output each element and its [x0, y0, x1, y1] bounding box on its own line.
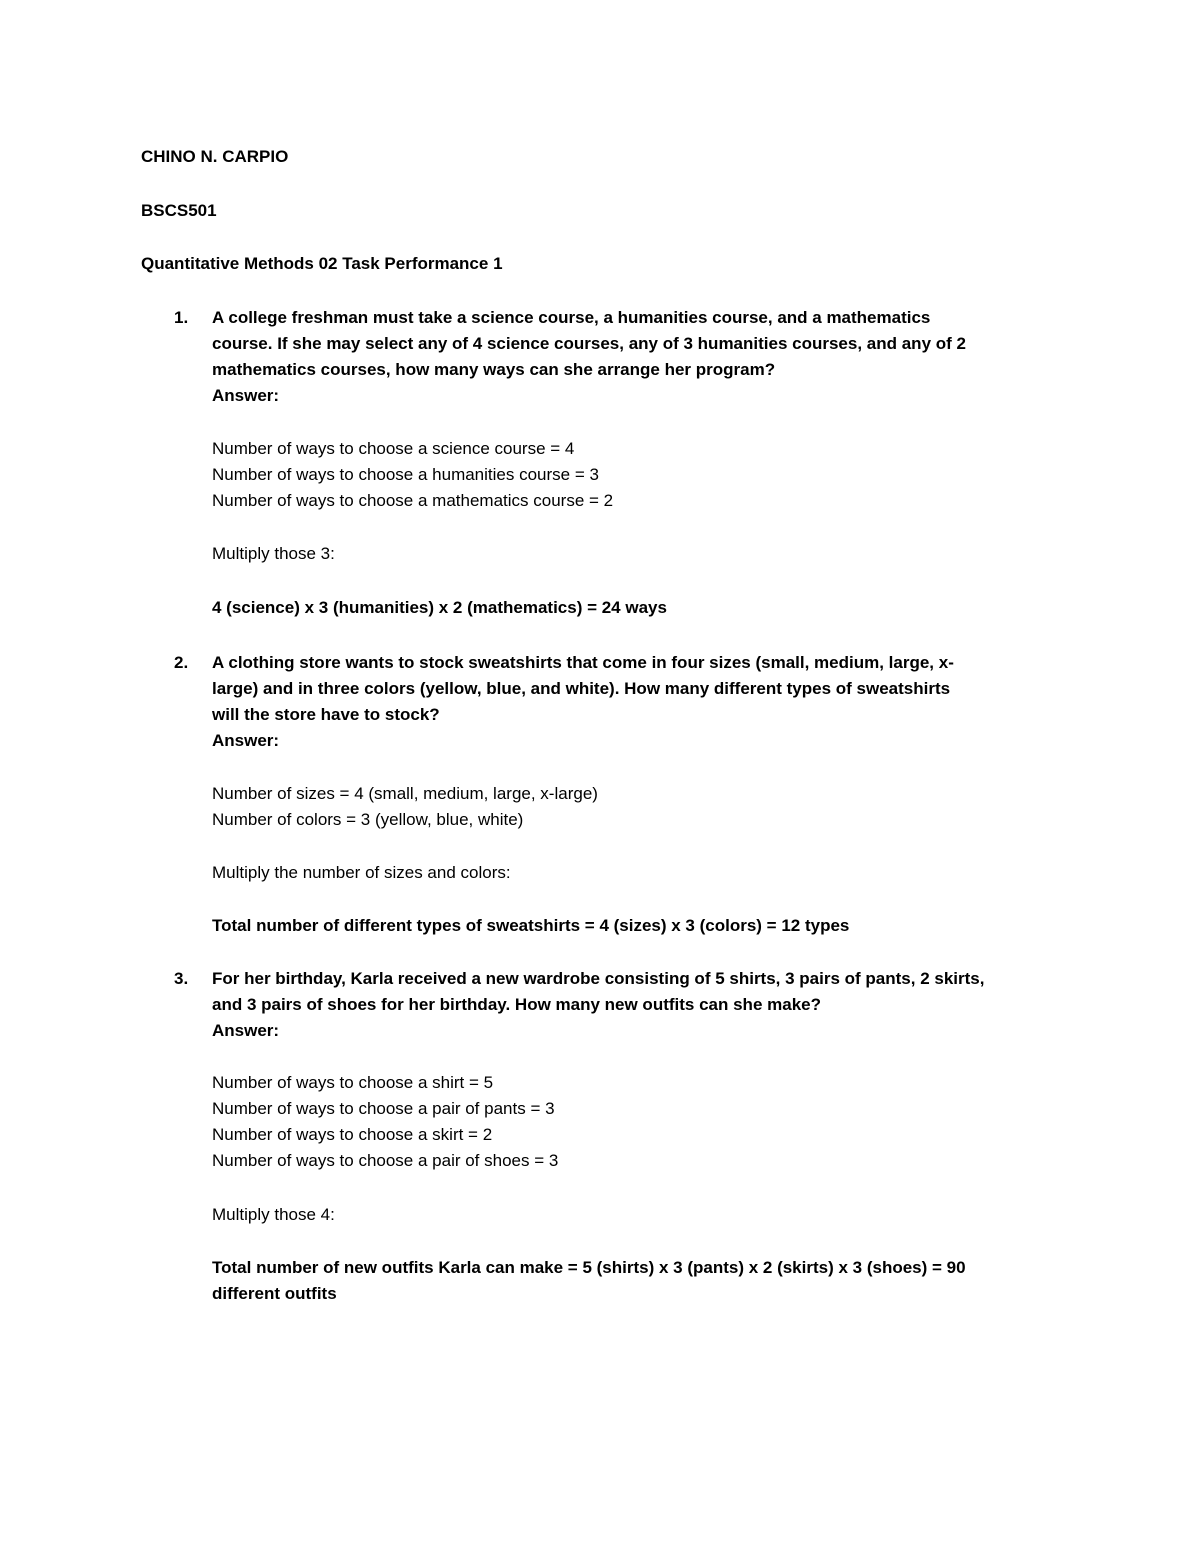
question-3-step-1: Number of ways to choose a shirt = 5	[212, 1073, 494, 1092]
question-3-step-4: Number of ways to choose a pair of shoes = 3	[212, 1151, 559, 1170]
question-2-line-1: A clothing store wants to stock sweatshirts that come in four sizes (small, medium, large, x-	[212, 653, 954, 672]
question-2-result: Total number of different types of sweatshirts = 4 (sizes) x 3 (colors) = 12 types	[212, 916, 850, 935]
question-2-number: 2.	[174, 653, 189, 672]
question-1-multiply-text: Multiply those 3:	[212, 544, 335, 563]
question-1-line-3: mathematics courses, how many ways can she arrange her program?	[212, 360, 776, 379]
question-2-line-2: large) and in three colors (yellow, blue, and white). How many different types of sweatshirts	[212, 679, 951, 698]
question-3-line-1: For her birthday, Karla received a new wardrobe consisting of 5 shirts, 3 pairs of pants, 2 skirts,	[212, 969, 985, 988]
course-section: BSCS501	[141, 201, 217, 220]
question-2-line-3: will the store have to stock?	[212, 705, 440, 724]
question-3-answer-label: Answer:	[212, 1021, 280, 1040]
question-3-result-line-2: different outfits	[212, 1284, 337, 1303]
author-name: CHINO N. CARPIO	[141, 147, 289, 166]
question-1-line-1: A college freshman must take a science course, a humanities course, and a mathematics	[212, 308, 931, 327]
question-2-answer-label: Answer:	[212, 731, 280, 750]
question-2-step-2: Number of colors = 3 (yellow, blue, white)	[212, 810, 524, 829]
question-3-multiply-text: Multiply those 4:	[212, 1205, 335, 1224]
question-1-answer-label: Answer:	[212, 386, 280, 405]
question-3-result-line-1: Total number of new outfits Karla can make = 5 (shirts) x 3 (pants) x 2 (skirts) x 3 (shoes) = 90	[212, 1258, 966, 1277]
question-1-line-2: course. If she may select any of 4 science courses, any of 3 humanities courses, and any of 2	[212, 334, 966, 353]
question-3-number: 3.	[174, 969, 189, 988]
question-3-line-2: and 3 pairs of shoes for her birthday. How many new outfits can she make?	[212, 995, 821, 1014]
question-3-step-3: Number of ways to choose a skirt = 2	[212, 1125, 493, 1144]
question-1-result: 4 (science) x 3 (humanities) x 2 (mathematics) = 24 ways	[212, 598, 667, 617]
question-3-step-2: Number of ways to choose a pair of pants = 3	[212, 1099, 555, 1118]
question-1-step-2: Number of ways to choose a humanities course = 3	[212, 465, 599, 484]
question-1-number: 1.	[174, 308, 189, 327]
question-2-step-1: Number of sizes = 4 (small, medium, large, x-large)	[212, 784, 598, 803]
question-1-step-3: Number of ways to choose a mathematics course = 2	[212, 491, 614, 510]
document-title: Quantitative Methods 02 Task Performance 1	[141, 254, 503, 273]
question-2-multiply-text: Multiply the number of sizes and colors:	[212, 863, 511, 882]
question-1-step-1: Number of ways to choose a science course = 4	[212, 439, 575, 458]
